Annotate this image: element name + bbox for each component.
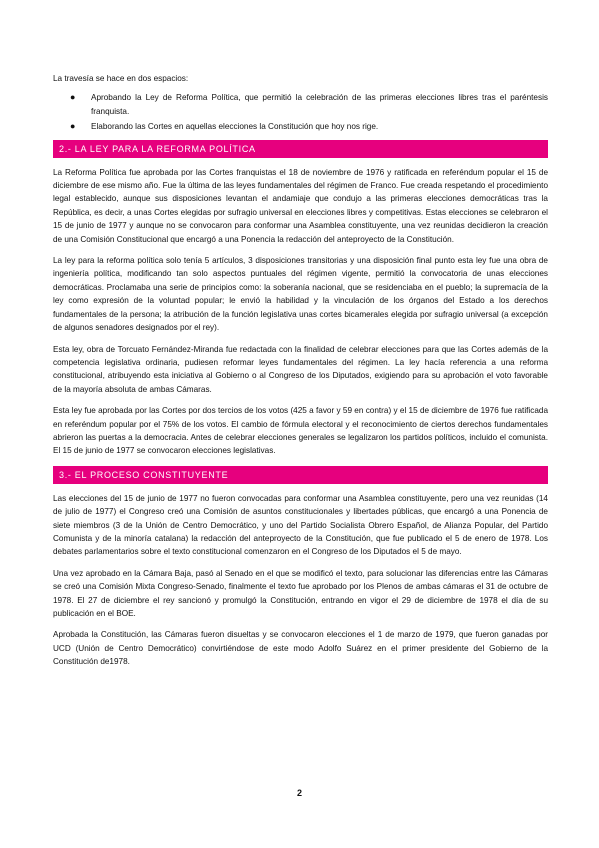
intro-lead: La travesía se hace en dos espacios: xyxy=(53,74,189,83)
section-2-paragraph: Esta ley, obra de Torcuato Fernández-Miranda fue redactada con la finalidad de celebrar elecciones para que las Cortes además de la competencia legislativa ordinaria, pudiesen reformar leyes fundamentales del régimen. La ley hacía referencia a una reforma constitucional, atribuyendo esta iniciativa al Gobierno o al Congreso de los Diputados, exigiendo para su aprobación el voto favorable de la mayoría absoluta de ambas Cámaras. xyxy=(53,344,548,394)
page-content xyxy=(53,72,548,677)
section-2-paragraph: La ley para la reforma política solo tenía 5 artículos, 3 disposiciones transitorias y una disposición final punto esta ley fue una obra de ingeniería política, modificando tan solo aspectos puntuales del régimen vigente, permitió la convocatoria de unas elecciones democráticas. Proclamaba una serie de principios como: la soberanía nacional, que se residenciaba en el pueblo; la supremacía de la ley como expresión de la voluntad popular; le envió la habilidad y la vinculación de los órganos del Estado a los derechos fundamentales de la persona; la atribución de la función legislativa unas cortes bicamerales elegida por sufragio universal (a excepción de algunos senadores designados por el rey). xyxy=(53,256,548,333)
page-number: 2 xyxy=(296,788,302,798)
bullet-icon: ● xyxy=(70,92,76,103)
section-2-paragraph: La Reforma Política fue aprobada por las Cortes franquistas el 18 de noviembre de 1976 y ratificada en referéndum popular el 15 de diciembre de ese mismo año. Fue la última de las leyes fundamentales del régimen de Franco. Fue creada respetando el procedimiento legal establecido, aunque sus disposiciones levantan el andamiaje que condujo a las primeras elecciones democráticas tras la República, es decir, a unas Cortes elegidas por sufragio universal en elecciones libres y competitivas. Estas elecciones se celebraron el 15 de junio de 1977 y aunque no se convocaron para conformar una Asamblea constituyente, una vez reunidas decidieron la creación de una Comisión Constitucional que encargó a una Ponencia la redacción del anteproyecto de la Constitución. xyxy=(53,167,548,244)
section-3-header: 3.- EL PROCESO CONSTITUYENTE xyxy=(53,466,548,484)
section-3-paragraph: Las elecciones del 15 de junio de 1977 no fueron convocadas para conformar una Asamblea constituyente, pero una vez reunidas (14 de julio de 1977) el Congreso creó una Comisión de asuntos constitucionales y libertades públicas, que encargó a una Ponencia de siete miembros (3 de la Unión de Centro Democrático, y uno del Partido Socialista Obrero Español, de Alianza Popular, del Partido Comunista y de la minoría catalana) la redacción del anteproyecto de la Constitución, que fue publicado el 5 de enero de 1978. Los debates parlamentarios sobre el texto constitucional comenzaron en el Congreso de los Diputados el 5 de mayo. xyxy=(53,493,548,557)
bullet-icon: ● xyxy=(70,121,76,132)
bullet-text: Elaborando las Cortes en aquellas elecciones la Constitución que hoy nos rige. xyxy=(91,122,379,132)
section-2-paragraph: Esta ley fue aprobada por las Cortes por dos tercios de los votos (425 a favor y 59 en contra) y el 15 de diciembre de 1976 fue ratificada en referéndum popular por el 75% de los votos. El cambio de fórmula electoral y el reconocimiento de ciertos derechos fundamentales abrieron las puertas a la democracia. Antes de celebrar elecciones generales se legalizaron los partidos políticos, incluido el comunista. El 15 de junio de 1977 se convocaron elecciones legislativas. xyxy=(53,406,548,456)
section-2-header: 2.- LA LEY PARA LA REFORMA POLÍTICA xyxy=(53,140,548,158)
bullet-item xyxy=(53,91,548,118)
intro-bullet-list xyxy=(53,91,548,133)
section-3-paragraph: Una vez aprobado en la Cámara Baja, pasó al Senado en el que se modificó el texto, para solucionar las diferencias entre las Cámaras se creó una Comisión Mixta Congreso-Senado, finalmente el texto fue aprobado por los Plenos de ambas cámaras el 31 de octubre de 1978. El 27 de diciembre el rey sancionó y promulgó la Constitución, entrando en vigor el 29 de diciembre de 1978 el día de su publicación en el BOE. xyxy=(53,568,548,618)
section-3-paragraph: Aprobada la Constitución, las Cámaras fueron disueltas y se convocaron elecciones el 1 de marzo de 1979, que fueron ganadas por UCD (Unión de Centro Democrático) convirtiéndose de este modo Adolfo Suárez en el primer presidente del Gobierno de la Constitución de1978. xyxy=(53,630,548,667)
bullet-text: Aprobando la Ley de Reforma Política, que permitió la celebración de las primeras elecciones libres tras el paréntesis franquista. xyxy=(91,93,548,116)
bullet-item xyxy=(53,120,548,133)
